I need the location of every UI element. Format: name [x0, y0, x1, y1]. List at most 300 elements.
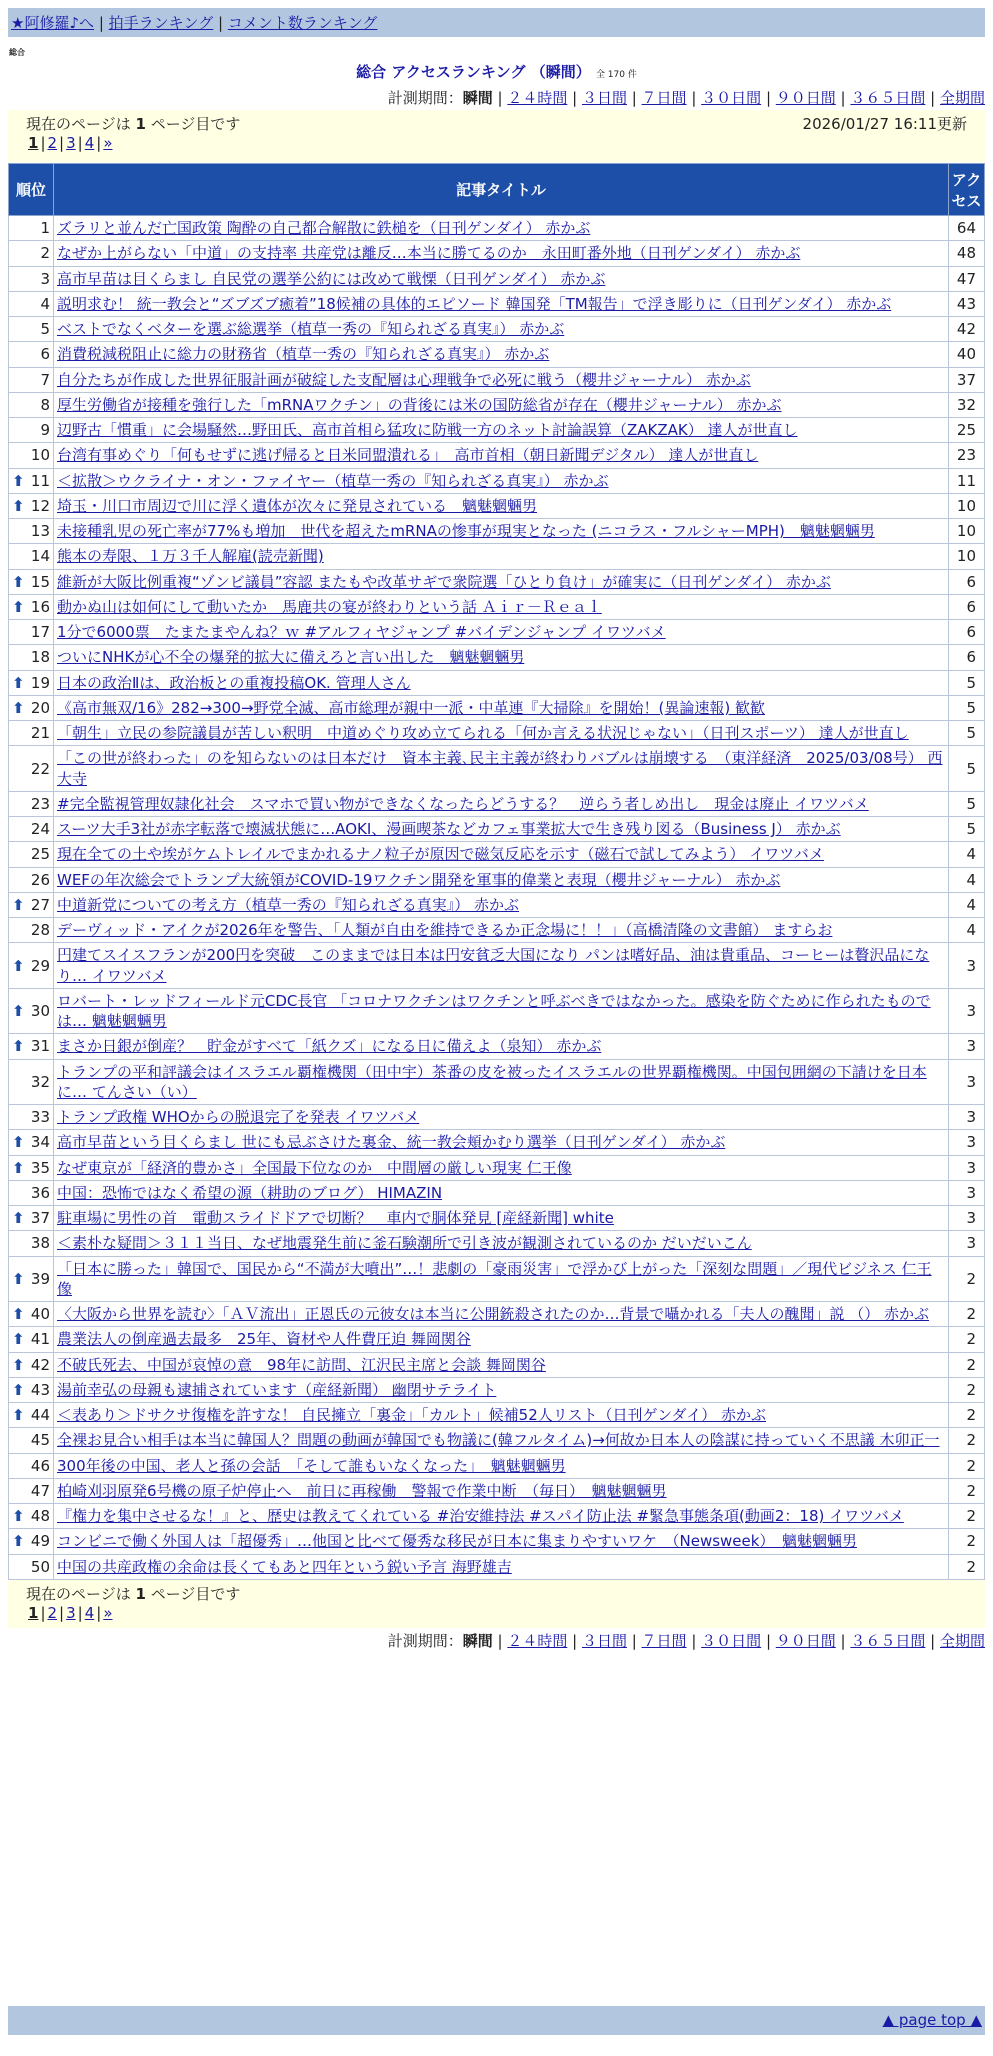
rank-cell — [9, 1206, 54, 1231]
article-link[interactable]: 現在全ての土や埃がケムトレイルでまかれるナノ粒子が原因で磁気反応を示す（磁石で試してみよう） イワツバメ — [57, 845, 824, 864]
rank-number: 43 — [30, 1380, 50, 1399]
table-row — [9, 1504, 985, 1529]
rank-number: 18 — [30, 648, 50, 667]
article-link[interactable]: 中国の共産政権の余命は長くてもあと四年という鋭い予言 海野雄吉 — [57, 1557, 512, 1576]
access-count: 3 — [949, 1130, 985, 1155]
article-link[interactable]: 高市早苗という目くらまし 世にも忌ぶさけた裏金、統一教会頬かむり選挙（日刊ゲンダイ） 赤かぶ — [57, 1133, 726, 1152]
access-count: 47 — [949, 266, 985, 291]
table-row — [9, 241, 985, 266]
rank-number: 27 — [30, 895, 50, 914]
rank-cell — [9, 317, 54, 342]
title-cell — [54, 695, 949, 720]
table-row — [9, 867, 985, 892]
access-count: 5 — [949, 721, 985, 746]
table-row — [9, 1352, 985, 1377]
updated-timestamp: 2026/01/27 16:11更新 — [802, 115, 967, 133]
rank-number: 2 — [40, 244, 50, 263]
period-selector-top — [388, 87, 985, 108]
title-cell — [54, 367, 949, 392]
col-access-header: アクセス — [949, 164, 985, 216]
rank-cell — [9, 842, 54, 867]
period-selector-bottom — [388, 1630, 985, 1651]
access-count: 2 — [949, 1554, 985, 1579]
article-link[interactable]: 『権力を集中させるな！』と、歴史は教えてくれている #治安維持法 #スパイ防止法 #緊急事態条項(動画2：18) イワツバメ — [57, 1507, 904, 1525]
period-link[interactable]: 全期間 — [939, 89, 985, 107]
title-cell — [54, 943, 949, 989]
table-row — [9, 1403, 985, 1428]
article-link[interactable]: 台湾有事めぐり「何もせずに逃げ帰ると日米同盟潰れる」 高市首相（朝日新聞デジタル） 達人が世直し — [57, 446, 759, 465]
access-count: 3 — [949, 1105, 985, 1130]
article-link[interactable]: ＜素朴な疑問＞３１１当日、なぜ地震発生前に釜石験潮所で引き波が観測されているのか だいだいこん — [57, 1234, 752, 1253]
access-count: 42 — [949, 317, 985, 342]
table-row — [9, 670, 985, 695]
table-row — [9, 791, 985, 816]
access-count: 3 — [949, 1231, 985, 1256]
access-count: 40 — [949, 342, 985, 367]
col-title-header: 記事タイトル — [54, 164, 949, 216]
pager-link[interactable]: 3 — [66, 1604, 76, 1622]
table-row — [9, 1059, 985, 1105]
rank-cell — [9, 443, 54, 468]
genre-label: 総合 — [9, 48, 25, 57]
title-cell — [54, 791, 949, 816]
article-link[interactable]: なぜ東京が「経済的豊かさ」全国最下位なのか 中間層の厳しい現実 仁王像 — [57, 1158, 572, 1177]
pager-separator: | — [96, 1604, 102, 1622]
title-cell — [54, 1478, 949, 1503]
article-link[interactable]: 自分たちが作成した世界征服計画が破綻した支配層は心理戦争で必死に戦う（櫻井ジャーナル） 赤かぶ — [57, 370, 751, 389]
rank-cell — [9, 1453, 54, 1478]
rank-number: 21 — [30, 724, 50, 743]
period-links — [493, 89, 985, 107]
access-count: 4 — [949, 892, 985, 917]
rank-number: 37 — [30, 1209, 50, 1228]
access-count: 3 — [949, 943, 985, 989]
article-link[interactable]: 説明求む！ 統一教会と“ズブズブ癒着”18候補の具体的エピソード 韓国発「TM報告」で浮き彫りに（日刊ゲンダイ） 赤かぶ — [57, 294, 892, 313]
access-count: 3 — [949, 1206, 985, 1231]
rank-up-icon: ⬆ — [12, 956, 25, 975]
article-link[interactable]: 高市早苗は目くらまし 自民党の選挙公約には改めて戦慄（日刊ゲンダイ） 赤かぶ — [57, 269, 606, 288]
access-count: 37 — [949, 367, 985, 392]
title-cell — [54, 1428, 949, 1453]
period-separator: | — [761, 1632, 776, 1650]
rank-number: 36 — [30, 1183, 50, 1202]
table-row — [9, 594, 985, 619]
access-count: 2 — [949, 1327, 985, 1352]
period-link[interactable]: ７日間 — [641, 89, 687, 107]
title-cell — [54, 892, 949, 917]
article-link[interactable]: 「この世が終わった」のを知らないのは日本だけ 資本主義､民主主義が終わりバブルは崩壊する （東洋経済 2025/03/08号） 西大寺 — [57, 749, 943, 788]
article-link[interactable]: 300年後の中国、老人と孫の会話 「そして誰もいなくなった」 魑魅魍魎男 — [57, 1456, 566, 1475]
rank-cell — [9, 519, 54, 544]
period-link[interactable]: ９０日間 — [775, 1632, 836, 1650]
access-count: 3 — [949, 1059, 985, 1105]
article-link[interactable]: 全裸お見合い相手は本当に韓国人？問題の動画が韓国でも物議に(韓フルタイム)→何故か日本人の陰謀に持っていく不思議 木卯正一 — [57, 1431, 940, 1450]
rank-cell — [9, 367, 54, 392]
rank-cell — [9, 1034, 54, 1059]
article-link[interactable]: WEFの年次総会でトランプ大統領がCOVID-19ワクチン開発を軍事的偉業と表現（櫻井ジャーナル） 赤かぶ — [57, 870, 781, 889]
title-cell — [54, 842, 949, 867]
rank-cell — [9, 493, 54, 518]
rank-cell — [9, 1428, 54, 1453]
pager-link[interactable]: 2 — [47, 134, 58, 152]
article-link[interactable]: コンビニで働く外国人は「超優秀」…他国と比べて優秀な移民が日本に集まりやすいワケ （Newsweek） 魑魅魍魎男 — [57, 1532, 857, 1551]
period-separator: | — [492, 1632, 508, 1650]
table-row — [9, 1529, 985, 1554]
rank-number: 23 — [30, 794, 50, 813]
pager-top — [26, 134, 967, 152]
period-link[interactable]: ２４時間 — [507, 89, 568, 107]
title-cell — [54, 1352, 949, 1377]
access-count: 23 — [949, 443, 985, 468]
rank-cell — [9, 670, 54, 695]
rank-cell — [9, 468, 54, 493]
pager-separator: | — [59, 1604, 65, 1622]
title-cell — [54, 519, 949, 544]
rank-cell — [9, 1554, 54, 1579]
title-cell — [54, 1327, 949, 1352]
table-row — [9, 266, 985, 291]
article-link[interactable]: 「朝生」立民の参院議員が苦しい釈明 中道めぐり攻め立てられる「何か言える状況じゃない」（日刊スポーツ） 達人が世直し — [57, 724, 909, 742]
article-link[interactable]: 1分で6000票 たまたまやんね？ｗ #アルフィヤジャンプ #バイデンジャンプ イワツバメ — [57, 623, 666, 641]
page-top-link[interactable]: ▲ page top ▲ — [882, 2011, 982, 2029]
article-link[interactable]: なぜか上がらない「中道」の支持率 共産党は離反…本当に勝てるのか 永田町番外地（日刊ゲンダイ） 赤かぶ — [57, 244, 801, 263]
rank-up-icon: ⬆ — [12, 1158, 25, 1177]
current-page-text: 現在のページは 1 ページ目です — [26, 115, 241, 133]
rank-number: 44 — [30, 1406, 50, 1425]
access-count: 5 — [949, 695, 985, 720]
period-link[interactable]: ３０日間 — [701, 1632, 762, 1650]
pager-next-link[interactable]: » — [103, 1604, 113, 1622]
table-row — [9, 1130, 985, 1155]
article-link[interactable]: 中国：恐怖ではなく希望の源（耕助のブログ） HIMAZIN — [57, 1183, 443, 1202]
title-cell — [54, 670, 949, 695]
rank-cell — [9, 266, 54, 291]
article-link[interactable]: 埼玉・川口市周辺で川に浮く遺体が次々に発見されている 魑魅魍魎男 — [57, 496, 538, 515]
article-link[interactable]: 辺野古「慣重」に会場騒然…野田氏、高市首相ら猛攻に防戦一方のネット討論誤算（ZAKZAK） 達人が世直し — [57, 421, 798, 439]
rank-cell — [9, 418, 54, 443]
access-count: 43 — [949, 291, 985, 316]
table-row — [9, 468, 985, 493]
article-link[interactable]: トランプの平和評議会はイスラエル覇権機関（田中宇）茶番の皮を被ったイスラエルの世界覇権機関。中国包囲網の下請けを日本に… てんさい（い） — [57, 1062, 927, 1101]
article-link[interactable]: 日本の政治Ⅱは、政治板との重複投稿OK. 管理人さん — [57, 673, 411, 692]
rank-up-icon: ⬆ — [12, 597, 25, 616]
title-cell — [54, 594, 949, 619]
comment-ranking-link[interactable]: コメント数ランキング — [227, 14, 378, 32]
period-link[interactable]: ９０日間 — [775, 89, 836, 107]
period-separator: | — [567, 1632, 582, 1650]
pager-separator: | — [77, 134, 83, 152]
period-links — [493, 1632, 985, 1650]
title-cell — [54, 468, 949, 493]
access-count: 2 — [949, 1478, 985, 1503]
home-link[interactable]: ★阿修羅♪へ — [11, 14, 95, 32]
title-cell — [54, 721, 949, 746]
pager-separator: | — [96, 134, 102, 152]
rank-cell — [9, 1403, 54, 1428]
title-cell — [54, 1302, 949, 1327]
period-link[interactable]: ２４時間 — [507, 1632, 568, 1650]
table-row — [9, 1256, 985, 1302]
article-link[interactable]: ＜拡散＞ウクライナ・オン・ファイヤー（植草一秀の『知られざる真実』） 赤かぶ — [57, 471, 609, 490]
ranking-table — [8, 163, 985, 1580]
rank-up-icon: ⬆ — [12, 1532, 25, 1551]
rank-number: 35 — [30, 1158, 50, 1177]
rank-up-icon: ⬆ — [12, 698, 25, 717]
rank-number: 39 — [30, 1269, 50, 1288]
article-link[interactable]: 熊本の寿限、１万３千人解雇(読売新聞) — [57, 547, 324, 566]
access-count: 25 — [949, 418, 985, 443]
access-count: 10 — [949, 544, 985, 569]
table-row — [9, 392, 985, 417]
rank-cell — [9, 1256, 54, 1302]
table-row — [9, 1231, 985, 1256]
access-count: 3 — [949, 1155, 985, 1180]
period-link[interactable]: ７日間 — [641, 1632, 687, 1650]
title-cell — [54, 544, 949, 569]
table-row — [9, 569, 985, 594]
period-separator: | — [686, 89, 702, 107]
title-cell — [54, 645, 949, 670]
rank-cell — [9, 1327, 54, 1352]
rank-number: 34 — [30, 1133, 50, 1152]
article-link[interactable]: ロバート・レッドフィールド元CDC長官 「コロナワクチンはワクチンと呼ぶべきではなかった。感染を防ぐために作られたものでは… 魑魅魍魎男 — [57, 991, 931, 1030]
pager-link[interactable]: 4 — [84, 134, 95, 152]
rank-cell — [9, 867, 54, 892]
article-link[interactable]: ベストでなくベターを選ぶ総選挙（植草一秀の『知られざる真実』） 赤かぶ — [57, 320, 565, 338]
access-count: 2 — [949, 1377, 985, 1402]
rank-up-icon: ⬆ — [12, 1269, 25, 1288]
article-link[interactable]: 不破氏死去、中国が哀悼の意 98年に訪問、江沢民主席と会談 舞岡関谷 — [57, 1355, 546, 1374]
rank-cell — [9, 1059, 54, 1105]
period-link[interactable]: ３０日間 — [701, 89, 762, 107]
rank-number: 13 — [30, 522, 50, 541]
article-link[interactable]: 厚生労働省が接種を強行した「mRNAワクチン」の背後には米の国防総省が存在（櫻井ジャーナル） 赤かぶ — [57, 395, 782, 414]
article-link[interactable]: 維新が大阪比例重複“ゾンビ議員”容認 またもや改革サギで衆院選「ひとり負け」が確実に（日刊ゲンダイ） 赤かぶ — [57, 572, 831, 591]
rank-up-icon: ⬆ — [12, 1507, 25, 1526]
rank-up-icon: ⬆ — [12, 1330, 25, 1349]
article-link[interactable]: デーヴィッド・アイクが2026年を警告、「人類が自由を維持できるか正念場に！！」（高橋清隆の文書館） ますらお — [57, 921, 833, 939]
rank-number: 24 — [30, 820, 50, 839]
article-link[interactable]: 湯前幸弘の母親も逮捕されています（産経新聞） 幽閉サテライト — [57, 1380, 497, 1399]
rank-number: 16 — [30, 597, 50, 616]
rank-number: 30 — [30, 1002, 50, 1020]
access-count: 4 — [949, 867, 985, 892]
article-link[interactable]: まさか日銀が倒産？ 貯金がすべて「紙クズ」になる日に備えよ（泉知） 赤かぶ — [57, 1037, 602, 1056]
article-link[interactable]: 「日本に勝った」韓国で、国民から“不満が大噴出”…！悲劇の「豪雨災害」で浮かび上がった「深刻な問題」／現代ビジネス 仁王像 — [57, 1259, 932, 1298]
period-separator: | — [626, 1632, 642, 1650]
rank-up-icon: ⬆ — [12, 673, 25, 692]
article-link[interactable]: 未接種乳児の死亡率が77%も増加 世代を超えたmRNAの惨事が現実となった (ニコラス・フルシャーMPH) 魑魅魍魎男 — [57, 522, 875, 540]
period-separator: | — [835, 1632, 851, 1650]
article-link[interactable]: #完全監視管理奴隷化社会 スマホで買い物ができなくなったらどうする？ 逆らう者しめ出し 現金は廃止 イワツバメ — [57, 794, 869, 813]
rank-cell — [9, 1302, 54, 1327]
article-link[interactable]: スーツ大手3社が赤字転落で壊滅状態に…AOKI、漫画喫茶などカフェ事業拡大で生き残り図る（Business J） 赤かぶ — [57, 820, 841, 838]
rank-number: 41 — [30, 1330, 50, 1349]
table-row — [9, 1180, 985, 1205]
article-link[interactable]: 柏崎刈羽原発6号機の原子炉停止へ 前日に再稼働 警報で作業中断 （毎日） 魑魅魍魎男 — [57, 1481, 667, 1500]
pager-link[interactable]: 4 — [84, 1604, 95, 1622]
pager-separator: | — [77, 1604, 83, 1622]
access-count: 5 — [949, 817, 985, 842]
title-cell — [54, 1403, 949, 1428]
title-cell — [54, 1034, 949, 1059]
article-link[interactable]: 円建てスイスフランが200円を突破 このままでは日本は円安貧乏大国になり パンは嗜好品、油は貴重品、コーヒーは贅沢品になり… イワツバメ — [57, 946, 930, 985]
rank-up-icon: ⬆ — [12, 1133, 25, 1152]
rank-number: 12 — [30, 496, 50, 515]
table-row — [9, 216, 985, 241]
rank-cell — [9, 216, 54, 241]
rank-number: 10 — [30, 446, 50, 465]
title-cell — [54, 443, 949, 468]
title-cell — [54, 918, 949, 943]
rank-number: 46 — [30, 1456, 50, 1475]
pager-next-link[interactable]: » — [103, 134, 113, 152]
rank-cell — [9, 721, 54, 746]
title-cell — [54, 241, 949, 266]
rank-up-icon: ⬆ — [12, 1355, 25, 1374]
pager-separator: | — [40, 134, 46, 152]
period-current: 瞬間 — [462, 89, 493, 107]
table-row — [9, 418, 985, 443]
rank-up-icon: ⬆ — [12, 895, 25, 914]
table-row — [9, 1105, 985, 1130]
top-nav-bar — [8, 8, 985, 37]
period-label: 計測期間： — [387, 1632, 463, 1650]
rank-number: 6 — [40, 345, 50, 364]
article-link[interactable]: ついにNHKが心不全の爆発的拡大に備えろと言い出した 魑魅魍魎男 — [57, 648, 525, 667]
title-cell — [54, 1105, 949, 1130]
rank-cell — [9, 392, 54, 417]
pager-link[interactable]: 2 — [47, 1604, 58, 1622]
title-cell — [54, 1554, 949, 1579]
rank-up-icon: ⬆ — [12, 1209, 25, 1228]
rank-cell — [9, 1529, 54, 1554]
rank-up-icon: ⬆ — [12, 572, 25, 591]
pager-bottom — [26, 1604, 967, 1622]
rank-number: 22 — [30, 759, 50, 778]
title-cell — [54, 216, 949, 241]
rank-number: 11 — [30, 471, 50, 490]
page-info-bottom — [8, 1580, 985, 1628]
title-cell — [54, 1377, 949, 1402]
period-separator: | — [686, 1632, 702, 1650]
table-row — [9, 317, 985, 342]
title-cell — [54, 867, 949, 892]
article-link[interactable]: ズラリと並んだ亡国政策 陶酔の自己都合解散に鉄槌を（日刊ゲンダイ） 赤かぶ — [57, 219, 591, 237]
period-link[interactable]: ３６５日間 — [850, 1632, 926, 1650]
access-count: 64 — [949, 216, 985, 241]
clap-ranking-link[interactable]: 拍手ランキング — [108, 14, 214, 32]
table-row — [9, 988, 985, 1034]
title-cell — [54, 746, 949, 792]
rank-number: 33 — [30, 1108, 50, 1127]
article-link[interactable]: トランプ政権 WHOからの脱退完了を発表 イワツバメ — [57, 1108, 420, 1126]
article-link[interactable]: ＜表あり＞ドサクサ復権を許すな！ 自民擁立「裏金」「カルト」候補52人リスト（日刊ゲンダイ） 赤かぶ — [57, 1406, 767, 1424]
rank-cell — [9, 241, 54, 266]
table-row — [9, 892, 985, 917]
total-count: 全 170 件 — [595, 70, 637, 80]
table-row — [9, 443, 985, 468]
article-link[interactable]: 《高市無双/16》282→300→野党全滅、高市総理が親中一派・中革連『大掃除』を開始！(異論速報) 歓歓 — [57, 698, 766, 717]
title-cell — [54, 291, 949, 316]
access-count: 2 — [949, 1302, 985, 1327]
rank-number: 42 — [30, 1355, 50, 1374]
pager-link[interactable]: 3 — [66, 134, 76, 152]
rank-number: 8 — [40, 395, 50, 414]
access-count: 3 — [949, 988, 985, 1034]
title-cell — [54, 493, 949, 518]
rank-cell — [9, 695, 54, 720]
rank-number: 7 — [40, 370, 50, 389]
article-link[interactable]: 〈大阪から世界を読む〉「ＡＶ流出」正恩氏の元彼女は本当に公開銃殺されたのか…背景で囁かれる「夫人の醜聞」説 （） 赤かぶ — [57, 1305, 930, 1323]
rank-number: 14 — [30, 547, 50, 566]
rank-cell — [9, 1180, 54, 1205]
period-link[interactable]: 全期間 — [939, 1632, 985, 1650]
access-count: 2 — [949, 1504, 985, 1529]
title-cell — [54, 817, 949, 842]
current-page-text: 現在のページは 1 ページ目です — [26, 1585, 241, 1603]
table-row — [9, 1377, 985, 1402]
article-link[interactable]: 消費税減税阻止に総力の財務省（植草一秀の『知られざる真実』） 赤かぶ — [57, 345, 550, 364]
table-row — [9, 620, 985, 645]
rank-cell — [9, 892, 54, 917]
title-cell — [54, 342, 949, 367]
table-row — [9, 918, 985, 943]
rank-number: 32 — [30, 1072, 50, 1091]
table-row — [9, 721, 985, 746]
period-link[interactable]: ３日間 — [581, 1632, 627, 1650]
table-row — [9, 1034, 985, 1059]
table-row — [9, 645, 985, 670]
access-count: 2 — [949, 1352, 985, 1377]
period-link[interactable]: ３６５日間 — [850, 89, 926, 107]
article-link[interactable]: 駐車場に男性の首 電動スライドドアで切断？ 車内で胴体発見 [産経新聞] white — [57, 1209, 614, 1227]
rank-cell — [9, 943, 54, 989]
period-label: 計測期間： — [387, 89, 463, 107]
article-link[interactable]: 農業法人の倒産過去最多 25年、資材や人件費圧迫 舞岡関谷 — [57, 1330, 471, 1349]
access-count: 2 — [949, 1403, 985, 1428]
period-current: 瞬間 — [462, 1632, 493, 1650]
period-separator: | — [925, 89, 940, 107]
rank-cell — [9, 791, 54, 816]
rank-cell — [9, 1130, 54, 1155]
title-cell — [54, 1231, 949, 1256]
access-count: 6 — [949, 620, 985, 645]
title-cell — [54, 1256, 949, 1302]
access-count: 5 — [949, 670, 985, 695]
rank-cell — [9, 1105, 54, 1130]
article-link[interactable]: 中道新党についての考え方（植草一秀の『知られざる真実』） 赤かぶ — [57, 895, 519, 914]
rank-number: 47 — [30, 1481, 50, 1500]
rank-cell — [9, 569, 54, 594]
rank-number: 38 — [30, 1234, 50, 1253]
rank-cell — [9, 1377, 54, 1402]
period-separator: | — [567, 89, 582, 107]
rank-number: 19 — [30, 673, 50, 692]
nav-separator: | — [98, 14, 104, 32]
title-cell — [54, 620, 949, 645]
rank-cell — [9, 1352, 54, 1377]
title-cell — [54, 1453, 949, 1478]
rank-number: 50 — [30, 1557, 50, 1576]
rank-cell — [9, 342, 54, 367]
table-row — [9, 695, 985, 720]
period-separator: | — [925, 1632, 940, 1650]
period-link[interactable]: ３日間 — [581, 89, 627, 107]
rank-number: 48 — [30, 1507, 50, 1526]
article-link[interactable]: 動かぬ山は如何にして動いたか 馬鹿共の宴が終わりという話 Ａｉｒ－Ｒｅａｌ — [57, 597, 602, 616]
rank-number: 17 — [30, 623, 50, 642]
